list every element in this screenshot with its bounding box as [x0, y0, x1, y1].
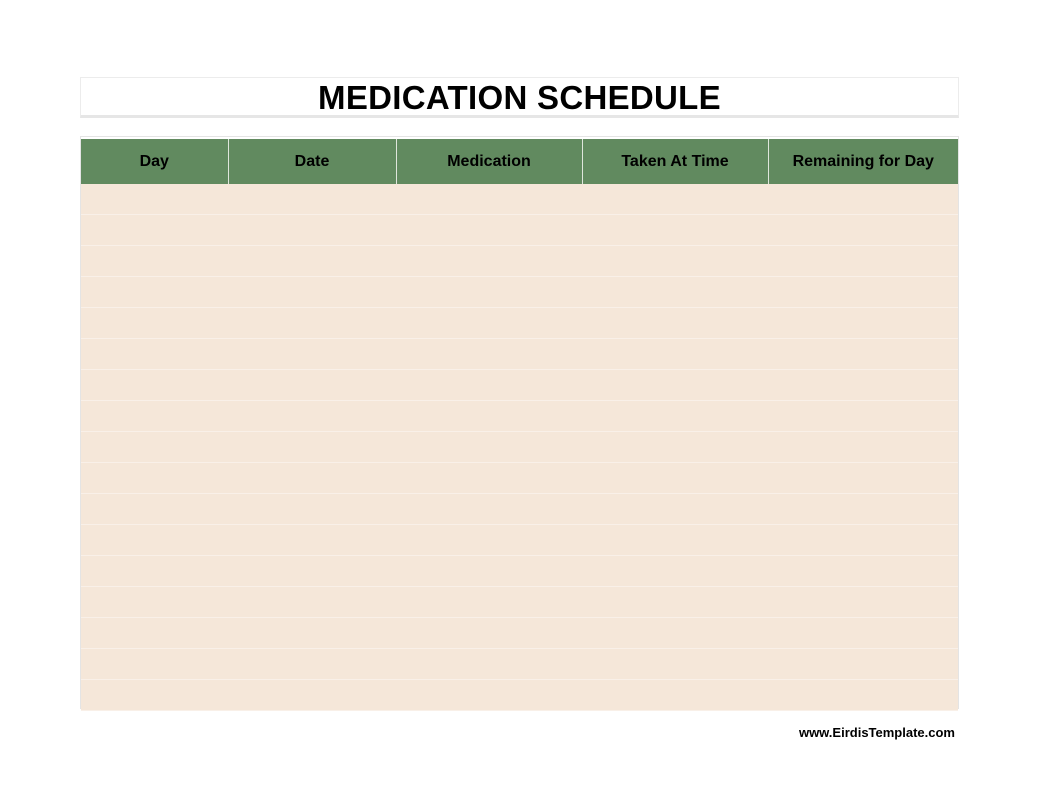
table-cell[interactable] [228, 649, 396, 680]
table-cell[interactable] [228, 463, 396, 494]
table-cell[interactable] [582, 339, 768, 370]
table-cell[interactable] [81, 649, 228, 680]
table-cell[interactable] [582, 215, 768, 246]
schedule-table [81, 137, 958, 711]
table-row [81, 215, 958, 246]
table-cell[interactable] [81, 525, 228, 556]
table-cell[interactable] [228, 494, 396, 525]
table-cell[interactable] [582, 246, 768, 277]
table-row [81, 587, 958, 618]
table-cell[interactable] [768, 432, 958, 463]
table-cell[interactable] [768, 401, 958, 432]
column-header-remaining-for-day: Remaining for Day [768, 138, 958, 184]
table-row [81, 339, 958, 370]
footer-url: www.EirdisTemplate.com [798, 725, 955, 740]
table-row [81, 184, 958, 215]
table-cell[interactable] [81, 370, 228, 401]
table-cell[interactable] [768, 246, 958, 277]
table-cell[interactable] [768, 494, 958, 525]
table-cell[interactable] [582, 432, 768, 463]
table-cell[interactable] [582, 184, 768, 215]
table-body [81, 184, 958, 711]
table-cell[interactable] [768, 587, 958, 618]
table-cell[interactable] [396, 308, 582, 339]
table-cell[interactable] [768, 556, 958, 587]
table-cell[interactable] [228, 339, 396, 370]
table-cell[interactable] [396, 215, 582, 246]
table-cell[interactable] [582, 370, 768, 401]
table-row [81, 277, 958, 308]
table-cell[interactable] [582, 556, 768, 587]
table-cell[interactable] [768, 184, 958, 215]
table-cell[interactable] [396, 246, 582, 277]
table-cell[interactable] [768, 308, 958, 339]
table-cell[interactable] [228, 184, 396, 215]
table-row [81, 246, 958, 277]
table-cell[interactable] [396, 432, 582, 463]
table-row [81, 494, 958, 525]
table-cell[interactable] [81, 246, 228, 277]
table-cell[interactable] [81, 463, 228, 494]
table-cell[interactable] [396, 494, 582, 525]
table-row [81, 556, 958, 587]
table-cell[interactable] [768, 339, 958, 370]
table-cell[interactable] [768, 525, 958, 556]
table-cell[interactable] [582, 308, 768, 339]
table-row [81, 463, 958, 494]
table-cell[interactable] [81, 432, 228, 463]
table-cell[interactable] [228, 308, 396, 339]
table-row [81, 308, 958, 339]
table-cell[interactable] [228, 401, 396, 432]
table-row [81, 432, 958, 463]
table-cell[interactable] [768, 649, 958, 680]
schedule-table-container [80, 136, 959, 709]
table-cell[interactable] [396, 618, 582, 649]
table-cell[interactable] [396, 339, 582, 370]
table-cell[interactable] [81, 401, 228, 432]
table-cell[interactable] [228, 525, 396, 556]
table-cell[interactable] [228, 587, 396, 618]
table-cell[interactable] [81, 215, 228, 246]
table-cell[interactable] [582, 680, 768, 711]
column-header-date: Date [228, 138, 396, 184]
table-cell[interactable] [228, 370, 396, 401]
table-cell[interactable] [81, 587, 228, 618]
title-box [80, 77, 959, 118]
table-cell[interactable] [228, 246, 396, 277]
column-header-medication: Medication [396, 138, 582, 184]
table-cell[interactable] [768, 215, 958, 246]
table-cell[interactable] [228, 556, 396, 587]
table-cell[interactable] [396, 463, 582, 494]
table-cell[interactable] [396, 680, 582, 711]
table-cell[interactable] [768, 277, 958, 308]
table-header-row [81, 138, 958, 184]
table-cell[interactable] [582, 277, 768, 308]
table-cell[interactable] [396, 277, 582, 308]
table-cell[interactable] [582, 463, 768, 494]
table-cell[interactable] [582, 618, 768, 649]
table-cell[interactable] [81, 494, 228, 525]
table-cell[interactable] [81, 184, 228, 215]
table-row [81, 370, 958, 401]
table-row [81, 618, 958, 649]
table-cell[interactable] [582, 525, 768, 556]
table-row [81, 525, 958, 556]
table-cell[interactable] [81, 618, 228, 649]
table-cell[interactable] [81, 308, 228, 339]
table-cell[interactable] [768, 680, 958, 711]
table-cell[interactable] [396, 370, 582, 401]
table-cell[interactable] [582, 494, 768, 525]
table-cell[interactable] [768, 370, 958, 401]
table-cell[interactable] [81, 339, 228, 370]
table-cell[interactable] [396, 184, 582, 215]
page-title: MEDICATION SCHEDULE [318, 79, 721, 116]
table-cell[interactable] [228, 618, 396, 649]
table-cell[interactable] [81, 680, 228, 711]
table-cell[interactable] [768, 463, 958, 494]
table-row [81, 401, 958, 432]
table-cell[interactable] [396, 649, 582, 680]
column-header-day: Day [81, 138, 228, 184]
column-header-taken-at-time: Taken At Time [582, 138, 768, 184]
table-cell[interactable] [396, 525, 582, 556]
table-cell[interactable] [228, 215, 396, 246]
table-cell[interactable] [228, 680, 396, 711]
table-row [81, 649, 958, 680]
table-cell[interactable] [396, 401, 582, 432]
table-row [81, 680, 958, 711]
table-cell[interactable] [396, 587, 582, 618]
table-cell[interactable] [582, 401, 768, 432]
table-cell[interactable] [81, 556, 228, 587]
table-cell[interactable] [768, 618, 958, 649]
table-cell[interactable] [582, 649, 768, 680]
table-cell[interactable] [582, 587, 768, 618]
table-cell[interactable] [396, 556, 582, 587]
table-cell[interactable] [228, 277, 396, 308]
table-cell[interactable] [81, 277, 228, 308]
table-cell[interactable] [228, 432, 396, 463]
